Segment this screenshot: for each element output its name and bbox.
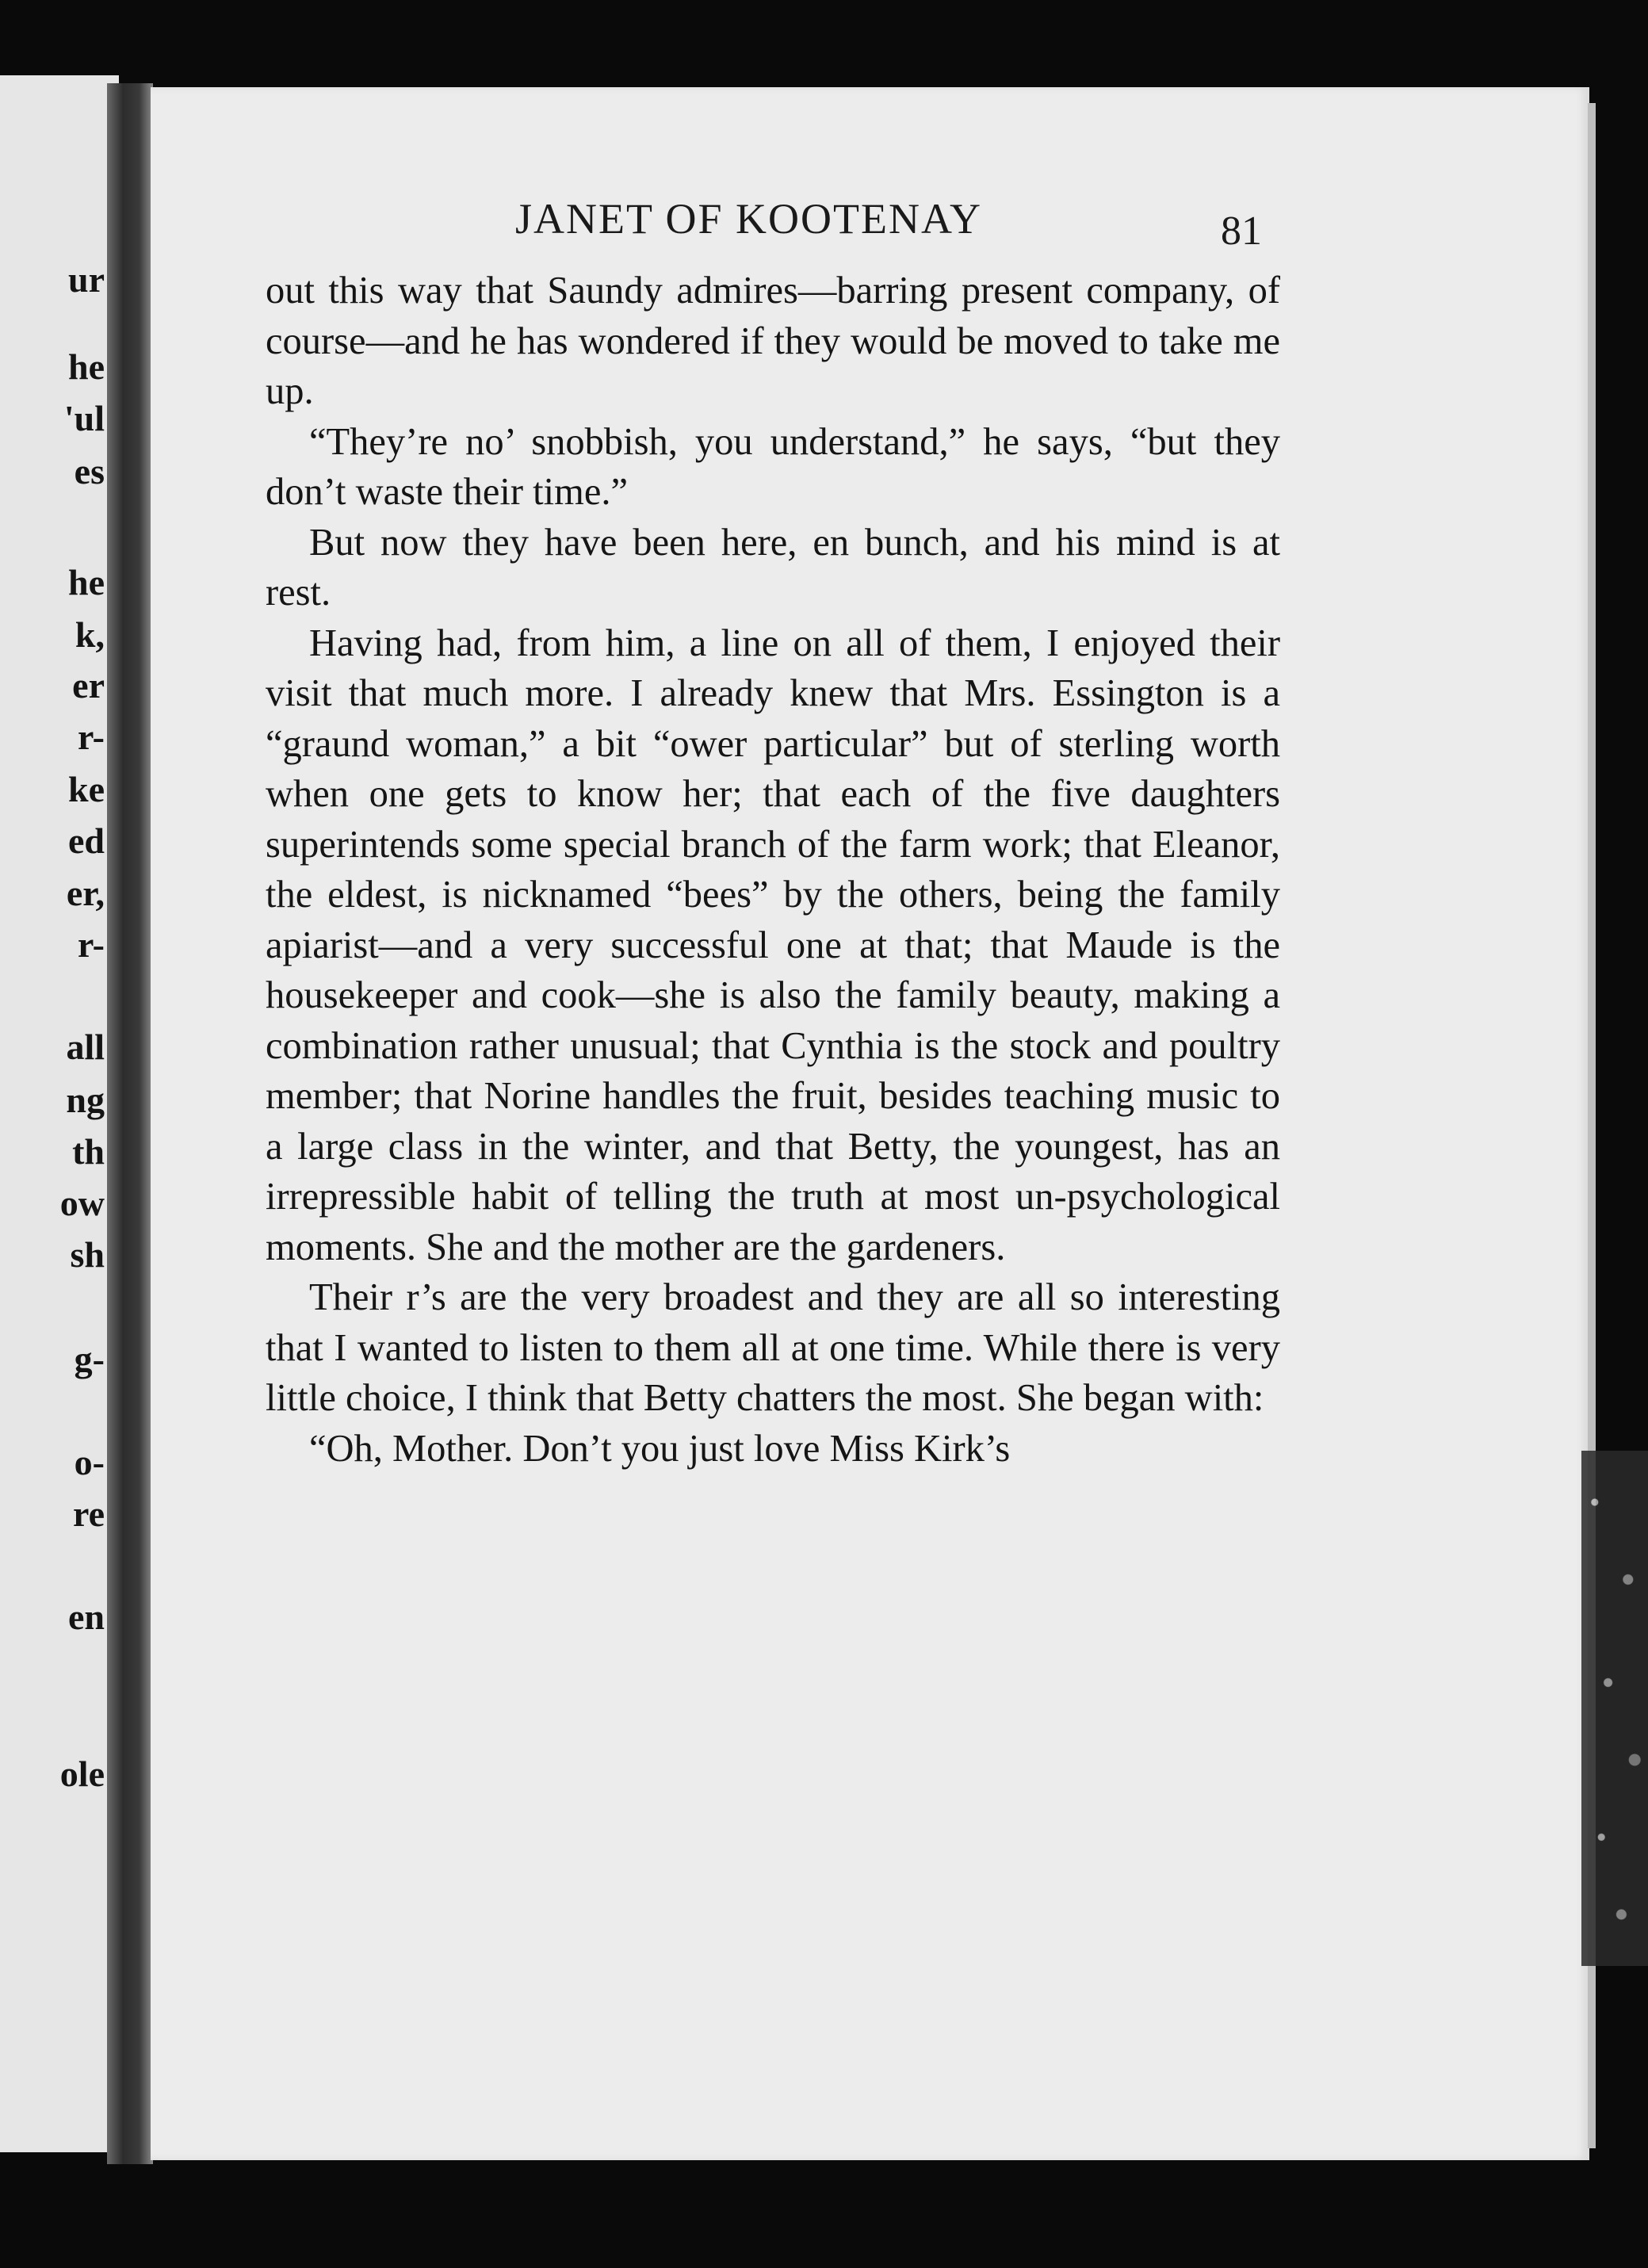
left-page-text-fragment: es xyxy=(74,451,105,491)
left-page-text-fragment: r- xyxy=(77,717,105,757)
left-page-text-fragment: ow xyxy=(59,1183,105,1223)
left-page-text-fragment: er, xyxy=(66,873,105,913)
left-page-text-fragment: ke xyxy=(68,769,105,809)
left-page-text-fragment: k, xyxy=(75,614,105,655)
paragraph: But now they have been here, en bunch, and his mind is at rest. xyxy=(266,521,1280,614)
book-gutter-shadow xyxy=(107,83,153,2164)
left-page-text-fragment: r- xyxy=(77,924,105,965)
left-page-text-fragment: en xyxy=(68,1597,105,1637)
scan-artifact xyxy=(1581,1451,1648,1966)
paragraph: “They’re no’ snobbish, you understand,” he says, “but they don’t waste their time.” xyxy=(266,420,1280,513)
left-page-text-fragment: th xyxy=(72,1131,105,1172)
left-page-text-fragment: re xyxy=(72,1494,105,1534)
left-facing-page-fragment xyxy=(0,75,119,2152)
left-page-text-fragment: he xyxy=(68,562,105,602)
page-number: 81 xyxy=(1221,208,1262,254)
paragraph: “Oh, Mother. Don’t you just love Miss Kirk’s xyxy=(309,1427,1011,1470)
paragraph: Having had, from him, a line on all of them, I enjoyed their visit that much more. I already knew that Mrs. Essington is a “graund woman,” a bit “ower particular” but of sterling worth when one gets to know her; that each of the five daughters superintends some special branch of the farm work; that Eleanor, the eldest, is nicknamed “bees” by the others, being the family apiarist—and a very successful one at that; that Maude is the housekeeper and cook—she is also the family beauty, making a combination rather unusual; that Cynthia is the stock and poultry member; that Norine handles the fruit, besides teaching music to a large class in the winter, and that Betty, the youngest, has an irrepressible habit of telling the truth at most un-psychological moments. She and the mother are the gardeners. xyxy=(266,622,1280,1268)
left-page-text-fragment: ur xyxy=(68,259,105,300)
body-text xyxy=(266,266,1280,1474)
left-page-text-fragment: er xyxy=(72,665,105,706)
paragraph: Their r’s are the very broadest and they are all so interesting that I wanted to listen to them all at one time. While there is very little choice, I think that Betty chatters the most. She began with: xyxy=(266,1276,1280,1419)
left-page-text-fragment: ng xyxy=(66,1080,105,1120)
left-page-text-fragment: all xyxy=(66,1027,105,1067)
left-page-text-fragment: ed xyxy=(68,820,105,861)
left-page-text-fragment: 'ul xyxy=(63,398,105,438)
left-page-text-fragment: sh xyxy=(70,1234,105,1275)
running-head: JANET OF KOOTENAY xyxy=(515,195,983,243)
left-page-text-fragment: he xyxy=(68,346,105,387)
left-page-text-fragment: ole xyxy=(59,1754,105,1794)
left-page-text-fragment: o- xyxy=(74,1442,105,1482)
paragraph: out this way that Saundy admires—barring present company, of course—and he has wondered if they would be moved to take me up. xyxy=(266,270,1280,412)
left-page-text-fragment: g- xyxy=(74,1339,105,1379)
